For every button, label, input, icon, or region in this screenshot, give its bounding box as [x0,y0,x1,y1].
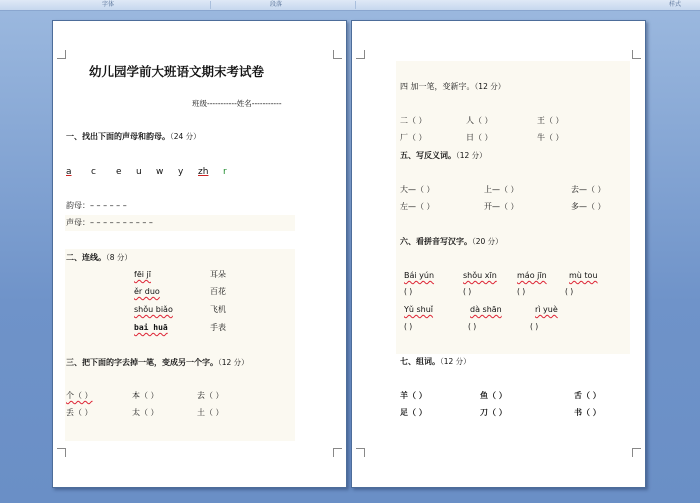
letter-r: r [223,167,227,177]
initials-label: 声母： [66,218,90,227]
pinyin-item [535,306,558,314]
finals-label: 韵母： [66,201,90,210]
section5-points: （12 分） [456,151,487,160]
exercise-item: 刀（ ） [480,408,507,417]
exercise-item: 鱼（ ） [480,391,507,400]
finals-blanks: – – – – – – [90,201,127,210]
section2-points: （8 分） [106,253,132,262]
pinyin-text: bai huā [134,323,168,332]
letter-e: e [116,167,122,177]
section5-heading [400,152,487,160]
answer-blank[interactable]: ( ) [530,322,539,331]
answer-blank[interactable]: ( ) [468,322,477,331]
exercise-item: 丢（ ） [66,408,93,417]
match-word: 手表 [210,323,226,332]
letter-c: c [91,167,96,177]
exercise-item: 二（ ） [400,116,427,125]
finals-row [66,202,127,210]
section7-heading-text: 七、组词。 [400,357,440,366]
initials-blanks: – – – – – – – – – – [90,218,153,227]
crop-mark [632,448,641,457]
exercise-item: 足（ ） [400,408,427,417]
ribbon-bar [0,0,700,11]
section5-heading-text: 五、写反义词。 [400,151,456,160]
letter-u: u [136,167,142,177]
section6-heading-text: 六、看拼音写汉字。 [400,237,472,246]
pinyin-text: rì yuè [535,305,558,314]
crop-mark [632,50,641,59]
exercise-item: 左—（ ） [400,202,435,211]
exercise-item: 王（ ） [537,116,564,125]
pinyin-text: shǒu biǎo [134,305,173,314]
match-word: 飞机 [210,305,226,314]
letter-zh [198,168,208,177]
initials-row [66,219,153,227]
section4-heading-text: 四 加一笔，变新字。 [400,82,475,91]
exercise-item: 日（ ） [466,133,493,142]
section3-heading-text: 三、把下面的字去掉一笔，变成另一个字。 [66,358,218,367]
pinyin-item [470,306,502,314]
answer-blank[interactable]: ( ) [517,287,526,296]
pinyin-text: dà shān [470,305,502,314]
section4-heading [400,83,505,91]
ribbon-separator [210,1,211,9]
page-title: 幼儿园学前大班语文期末考试卷 [89,64,265,79]
pinyin-text: ěr duo [134,287,160,296]
exercise-item: 去（ ） [197,391,224,400]
exercise-item: 去—（ ） [571,185,606,194]
letter-w: w [156,167,164,177]
section7-points: （12 分） [440,357,471,366]
letter-a [66,168,72,177]
font-group-label[interactable]: 字体 [102,1,115,8]
crop-mark [356,448,365,457]
exercise-item: 本（ ） [132,391,159,400]
pinyin-text: mù tou [569,271,598,280]
exercise-item: 多—（ ） [571,202,606,211]
pinyin-item [134,288,160,296]
exercise-item: 舌（ ） [574,391,601,400]
class-name-line: 班级-----------姓名----------- [192,99,282,108]
match-word: 耳朵 [210,270,226,279]
exercise-item: 厂（ ） [400,133,427,142]
section3-points: （12 分） [218,358,249,367]
section7-heading [400,358,471,366]
pinyin-item [569,272,598,280]
pinyin-item [517,272,547,280]
answer-blank[interactable]: ( ) [404,287,413,296]
crop-mark [333,448,342,457]
exercise-item: 书（ ） [574,408,601,417]
exercise-item [66,392,93,400]
pinyin-item [134,306,173,314]
pinyin-item [134,324,168,332]
section1-heading [66,133,201,141]
exercise-item: 羊（ ） [400,391,427,400]
pinyin-text: Yǔ shuǐ [404,305,434,314]
letter: zh [198,167,209,177]
exercise-item: 开—（ ） [484,202,519,211]
exercise-item: 牛（ ） [537,133,564,142]
pinyin-item [134,271,151,279]
pinyin-text: máo jīn [517,271,547,280]
letter: a [66,167,72,177]
shading-block [65,249,295,441]
pinyin-item [404,272,434,280]
styles-group-label[interactable]: 样式 [669,1,682,8]
pinyin-item [404,306,433,314]
match-word: 百花 [210,287,226,296]
document-page-left[interactable] [52,20,347,488]
exercise-item: 人（ ） [466,116,493,125]
section1-heading-text: 一、找出下面的声母和韵母。 [66,132,170,141]
crop-mark [57,50,66,59]
section2-heading [66,254,132,262]
exercise-item: 大—（ ） [400,185,435,194]
crop-mark [57,448,66,457]
crop-mark [333,50,342,59]
pinyin-item [463,272,497,280]
paragraph-group-label[interactable]: 段落 [270,1,283,8]
section4-points: （12 分） [474,82,506,91]
letter-y: y [178,167,184,177]
section6-heading [400,238,503,246]
answer-blank[interactable]: ( ) [404,322,413,331]
answer-blank[interactable]: ( ) [463,287,472,296]
exercise-item: 太（ ） [132,408,159,417]
ribbon-separator [355,1,356,9]
exercise-item: 土（ ） [197,408,224,417]
section2-heading-text: 二、连线。 [66,253,106,262]
pinyin-text: fēi jī [134,270,151,279]
exercise-text: 个（ ） [66,391,93,400]
pinyin-text: Bái yún [404,271,435,280]
section6-points: （20 分） [472,237,503,246]
exercise-item: 上—（ ） [484,185,519,194]
section1-points: （24 分） [170,132,201,141]
crop-mark [356,50,365,59]
section3-heading [66,359,249,367]
document-page-right[interactable] [351,20,646,488]
pinyin-text: shǒu xīn [463,271,497,280]
answer-blank[interactable]: ( ) [565,287,574,296]
